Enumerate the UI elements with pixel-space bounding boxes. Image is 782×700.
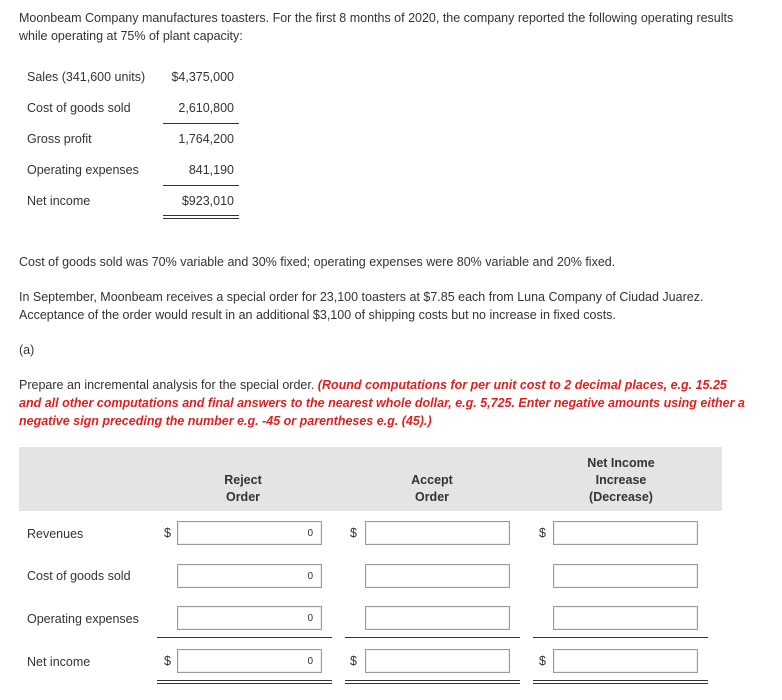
header-net: [566, 455, 676, 506]
header-reject: [193, 472, 293, 506]
stmt-label-gross: Gross profit: [27, 132, 92, 146]
instructions: [19, 376, 749, 430]
subtotal-rule: [345, 637, 520, 638]
header-accept-line1: Accept: [411, 473, 453, 487]
instruction-red: (Round computations for per unit cost to 2 decimal places, e.g. 15.25 and all other computations and final answers to the nearest whole dollar, e.g. 5,725. Enter negative amounts using either a negative sign preceding the number e.g. -45 or parentheses e.g. (45).): [19, 378, 745, 428]
revenues-reject-input[interactable]: [177, 521, 322, 545]
stmt-value-net: $923,010: [181, 194, 234, 208]
stmt-value-opex: 841,190: [188, 163, 234, 177]
stmt-label-opex: Operating expenses: [27, 163, 139, 177]
row-label-cogs: Cost of goods sold: [27, 569, 131, 583]
revenues-accept-input[interactable]: [365, 521, 510, 545]
total-double-rule: [157, 683, 332, 684]
header-net-line3: (Decrease): [589, 490, 653, 504]
stmt-underline: [163, 123, 239, 124]
instruction-plain: Prepare an incremental analysis for the special order.: [19, 378, 318, 392]
special-order-text: In September, Moonbeam receives a special order for 23,100 toasters at $7.85 each from Luna Company of Ciudad Juarez. Acceptance of the order would result in an additional $3,100 of shipping costs but no increase in fixed costs.: [19, 290, 704, 322]
stmt-value-gross: 1,764,200: [178, 132, 234, 146]
header-net-line2: Increase: [595, 473, 647, 487]
opex-reject-input[interactable]: [177, 606, 322, 630]
dollar-sign: $: [164, 654, 171, 668]
total-double-rule: [533, 683, 708, 684]
total-double-rule: [533, 680, 708, 681]
row-label-revenues: Revenues: [27, 527, 84, 541]
cogs-reject-input[interactable]: [177, 564, 322, 588]
total-double-rule: [345, 683, 520, 684]
cogs-net-input[interactable]: [553, 564, 698, 588]
opex-net-input[interactable]: [553, 606, 698, 630]
net-income-reject-input[interactable]: [177, 649, 322, 673]
dollar-sign: $: [350, 526, 357, 540]
total-double-rule: [157, 680, 332, 681]
header-accept: [382, 472, 482, 506]
intro-text: Moonbeam Company manufactures toasters. For the first 8 months of 2020, the company reported the following operating results while operating at 75% of plant capacity:: [19, 11, 734, 43]
opex-accept-input[interactable]: [365, 606, 510, 630]
total-double-rule: [345, 680, 520, 681]
dollar-sign: $: [164, 526, 171, 540]
cost-behavior-text: Cost of goods sold was 70% variable and 30% fixed; operating expenses were 80% variable and 20% fixed.: [19, 255, 616, 269]
revenues-net-input[interactable]: [553, 521, 698, 545]
net-income-net-input[interactable]: [553, 649, 698, 673]
row-label-net-income: Net income: [27, 655, 91, 669]
stmt-underline: [163, 185, 239, 186]
part-label: (a): [19, 343, 35, 357]
header-reject-line2: Order: [225, 490, 261, 504]
subtotal-rule: [533, 637, 708, 638]
stmt-value-sales: $4,375,000: [171, 70, 234, 84]
stmt-value-cogs: 2,610,800: [178, 101, 234, 115]
dollar-sign: $: [350, 654, 357, 668]
stmt-double-underline: [163, 218, 239, 219]
subtotal-rule: [157, 637, 332, 638]
stmt-label-net: Net income: [27, 194, 91, 208]
net-income-accept-input[interactable]: [365, 649, 510, 673]
cogs-accept-input[interactable]: [365, 564, 510, 588]
stmt-double-underline: [163, 215, 239, 216]
row-label-opex: Operating expenses: [27, 612, 139, 626]
stmt-label-cogs: Cost of goods sold: [27, 101, 131, 115]
dollar-sign: $: [539, 654, 546, 668]
header-accept-line2: Order: [414, 490, 450, 504]
stmt-label-sales: Sales (341,600 units): [27, 70, 146, 84]
dollar-sign: $: [539, 526, 546, 540]
header-reject-line1: Reject: [224, 473, 262, 487]
header-net-line1: Net Income: [587, 456, 655, 470]
